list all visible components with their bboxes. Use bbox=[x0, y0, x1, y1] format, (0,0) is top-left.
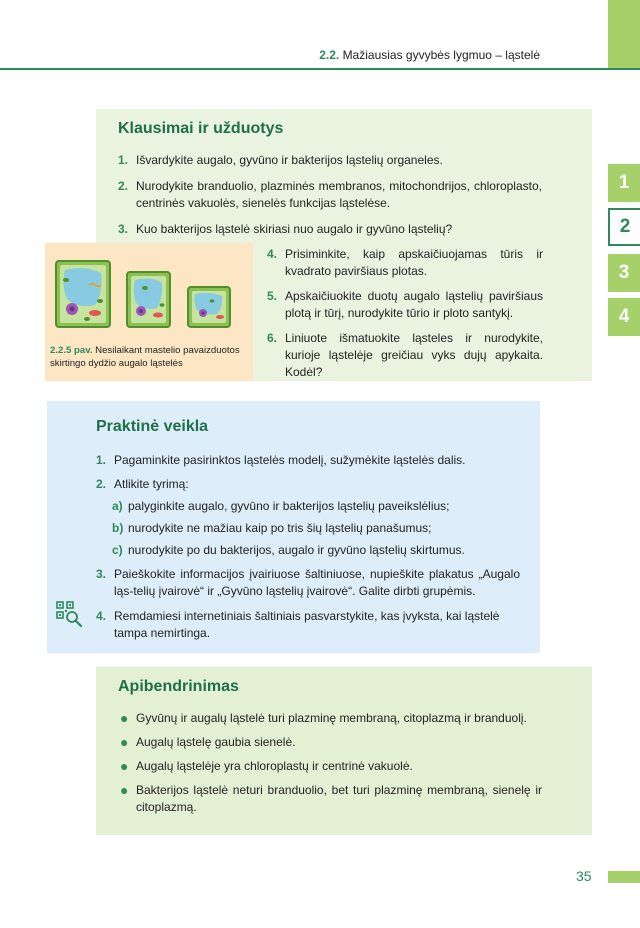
question-number: 1. bbox=[118, 153, 129, 167]
page-number: 35 bbox=[576, 868, 592, 884]
small-plant-cell bbox=[188, 287, 230, 327]
qr-search-icon[interactable] bbox=[56, 601, 82, 627]
question-2 bbox=[118, 178, 542, 212]
bullet-text: Augalų ląstelę gaubia sienelė. bbox=[136, 735, 296, 749]
question-number: 4. bbox=[267, 247, 278, 261]
subitem-text: palyginkite augalo, gyvūno ir bakterijos ląstelių paveikslėlius; bbox=[128, 499, 450, 513]
bullet-text: Bakterijos ląstelė neturi branduolio, bet turi plazminę membraną, sienelę ir citoplazmą. bbox=[136, 783, 542, 814]
item-number: 1. bbox=[96, 453, 107, 467]
question-text: Apskaičiuokite duotų augalo ląstelių paviršiaus plotą ir tūrį, nurodykite tūrio ir ploto santykį. bbox=[285, 289, 543, 320]
subitem-text: nurodykite po du bakterijos, augalo ir gyvūno ląstelių skirtumus. bbox=[128, 543, 465, 557]
chapter-tab-4[interactable]: 4 bbox=[608, 298, 640, 336]
item-number: 3. bbox=[96, 567, 107, 581]
large-plant-cell bbox=[56, 261, 110, 327]
practical-title: Praktinė veikla bbox=[96, 418, 209, 435]
question-text: Išvardykite augalo, gyvūno ir bakterijos ląstelių organeles. bbox=[136, 153, 443, 167]
summary-bullet-4 bbox=[120, 782, 542, 816]
practical-item-4 bbox=[96, 608, 520, 642]
question-number: 5. bbox=[267, 289, 278, 303]
chapter-tab-1[interactable]: 1 bbox=[608, 164, 640, 202]
bullet-dot: ● bbox=[120, 710, 129, 726]
header-rule bbox=[0, 68, 640, 70]
practical-subitem-c bbox=[112, 542, 520, 559]
question-4 bbox=[267, 246, 543, 280]
practical-item-2 bbox=[96, 476, 520, 493]
running-header bbox=[319, 48, 540, 62]
question-6 bbox=[267, 330, 543, 381]
qr-search-icon-svg bbox=[56, 601, 82, 627]
chapter-tab-3[interactable]: 3 bbox=[608, 254, 640, 292]
item-text: Remdamiesi internetiniais šaltiniais pasvarstykite, kas įvyksta, kai ląstelė tampa nemirtinga. bbox=[114, 609, 500, 640]
figure-caption-text: Nesilaikant mastelio pavaizduotos skirtingo dydžio augalo ląstelės bbox=[50, 345, 240, 369]
question-number: 2. bbox=[118, 179, 129, 193]
question-text: Nurodykite branduolio, plazminės membranos, mitochondrijos, chloroplasto, centrinės vakuolės, sienelės funkcijas ląstelėse. bbox=[136, 179, 542, 210]
question-1 bbox=[118, 152, 542, 169]
question-3 bbox=[118, 221, 542, 238]
chapter-tab-2[interactable]: 2 bbox=[608, 208, 640, 246]
figure-label: 2.2.5 pav. bbox=[50, 345, 93, 356]
item-text: Atlikite tyrimą: bbox=[114, 477, 189, 491]
question-5 bbox=[267, 288, 543, 322]
subitem-letter: c) bbox=[112, 543, 123, 557]
summary-title: Apibendrinimas bbox=[118, 678, 239, 695]
question-number: 6. bbox=[267, 331, 278, 345]
questions-title: Klausimai ir užduotys bbox=[118, 120, 284, 137]
subitem-letter: b) bbox=[112, 521, 124, 535]
section-title: Mažiausias gyvybės lygmuo – ląstelė bbox=[342, 48, 540, 62]
bullet-text: Gyvūnų ir augalų ląstelė turi plazminę membraną, citoplazmą ir branduolį. bbox=[136, 711, 527, 725]
practical-subitem-b bbox=[112, 520, 520, 537]
bullet-dot: ● bbox=[120, 782, 129, 798]
bullet-text: Augalų ląstelėje yra chloroplastų ir centrinė vakuolė. bbox=[136, 759, 413, 773]
practical-item-1 bbox=[96, 452, 520, 469]
practical-subitem-a bbox=[112, 498, 520, 515]
subitem-letter: a) bbox=[112, 499, 123, 513]
bullet-dot: ● bbox=[120, 758, 129, 774]
section-number: 2.2. bbox=[319, 48, 340, 62]
question-text: Liniuote išmatuokite ląsteles ir nurodykite, kurioje ląstelėje greičiau vyks dujų apykaita. Kodėl? bbox=[285, 331, 543, 379]
question-number: 3. bbox=[118, 222, 129, 236]
figure-caption bbox=[50, 344, 250, 370]
footer-tab bbox=[608, 871, 640, 883]
item-number: 4. bbox=[96, 609, 107, 623]
subitem-text: nurodykite ne mažiau kaip po tris šių ląstelių panašumus; bbox=[128, 521, 432, 535]
item-text: Pagaminkite pasirinktos ląstelės modelį, sužymėkite ląstelės dalis. bbox=[114, 453, 466, 467]
summary-bullet-1 bbox=[120, 710, 542, 727]
medium-plant-cell bbox=[127, 272, 170, 327]
summary-bullet-2 bbox=[120, 734, 542, 751]
practical-item-3 bbox=[96, 566, 520, 600]
bullet-dot: ● bbox=[120, 734, 129, 750]
summary-bullet-3 bbox=[120, 758, 542, 775]
chapter-tab-top bbox=[608, 0, 640, 69]
question-text: Kuo bakterijos ląstelė skiriasi nuo augalo ir gyvūno ląstelių? bbox=[136, 222, 453, 236]
item-text: Paieškokite informacijos įvairiuose šaltiniuose, nupieškite plakatus „Augalo ląs-telių įvairovė“ ir „Gyvūno ląstelių įvairovė“. Galite dirbti grupėmis. bbox=[114, 567, 520, 598]
question-text: Prisiminkite, kaip apskaičiuojamas tūris ir kvadrato paviršiaus plotas. bbox=[285, 247, 543, 278]
item-number: 2. bbox=[96, 477, 107, 491]
